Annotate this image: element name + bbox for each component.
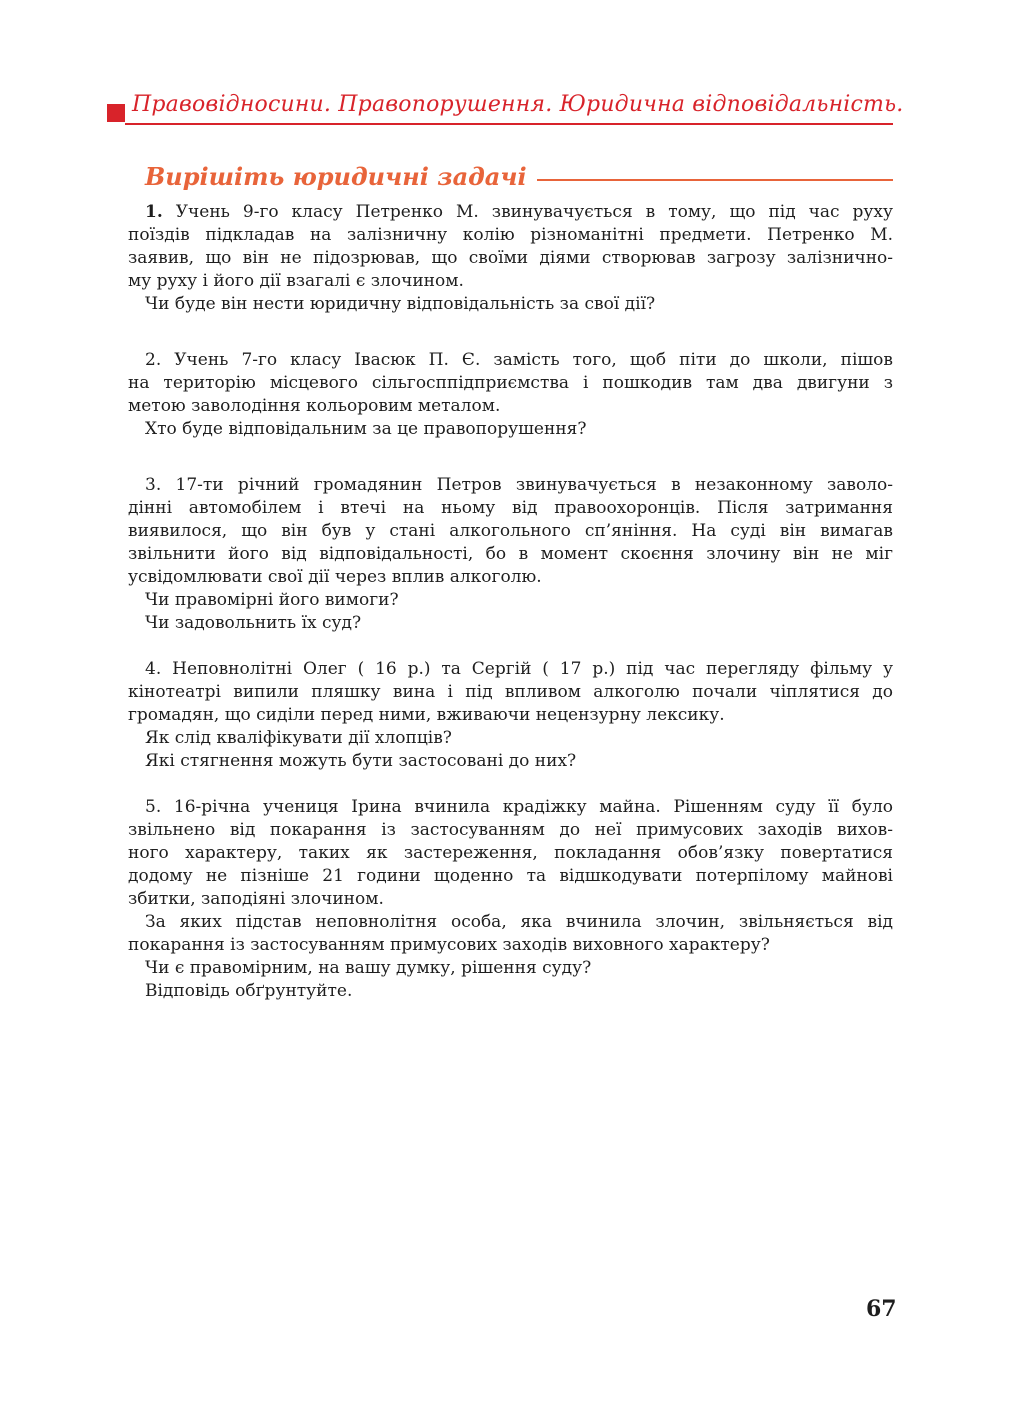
task-text: 17-ти річний громадянин Петров звинувачується в незаконному заволо-	[175, 475, 893, 495]
task-question: Хто буде відповідальним за це правопорушення?	[145, 419, 587, 439]
task-line: виявилося, що він був у стані алкогольного сп’яніння. На суді він вимагав	[128, 521, 893, 541]
task-question: Чи буде він нести юридичну відповідальність за свої дії?	[145, 294, 656, 314]
task-line: усвідомлювати свої дії через вплив алкоголю.	[128, 567, 542, 587]
task-line	[128, 201, 893, 224]
task-5	[128, 796, 893, 1003]
task-line: дінні автомобілем і втечі на ньому від правоохоронців. Після затримання	[128, 498, 893, 518]
task-line: звільнити його від відповідальності, бо в момент скоєння злочину він не міг	[128, 544, 893, 564]
task-line: заявив, що він не підозрював, що своїми діями створював загрозу залізнично-	[128, 248, 893, 268]
task-3	[128, 474, 893, 635]
section-title: Вирішіть юридичні задачі	[145, 162, 527, 191]
task-number: 1.	[145, 202, 163, 222]
section-heading	[145, 162, 893, 198]
task-line: звільнено від покарання із застосуванням до неї примусових заходів вихов-	[128, 820, 893, 840]
task-line: поїздів підкладав на залізничну колію різноманітні предмети. Петренко М.	[128, 225, 893, 245]
task-question: За яких підстав неповнолітня особа, яка вчинила злочин, звільняється від	[145, 912, 893, 932]
task-text: Учень 9-го класу Петренко М. звинувачується в тому, що під час руху	[175, 202, 893, 222]
task-line: громадян, що сиділи перед ними, вживаючи нецензурну лексику.	[128, 705, 725, 725]
header-marker-square	[107, 104, 125, 122]
task-2	[128, 349, 893, 441]
task-question: Як слід кваліфікувати дії хлопців?	[145, 728, 452, 748]
task-text: Учень 7-го класу Івасюк П. Є. замість того, щоб піти до школи, пішов	[174, 350, 893, 370]
task-line: му руху і його дії взагалі є злочином.	[128, 271, 464, 291]
task-question: Які стягнення можуть бути застосовані до них?	[145, 751, 577, 771]
running-header	[107, 92, 904, 124]
page-number: 67	[866, 1296, 897, 1322]
task-number: 3.	[145, 475, 162, 495]
task-text: 16-річна учениця Ірина вчинила крадіжку майна. Рішенням суду її було	[173, 797, 893, 817]
task-line: додому не пізніше 21 години щоденно та відшкодувати потерпілому майнові	[128, 866, 893, 886]
task-line: збитки, заподіяні злочином.	[128, 889, 384, 909]
task-question: Чи задовольнить їх суд?	[145, 613, 362, 633]
task-line: метою заволодіння кольоровим металом.	[128, 396, 501, 416]
tasks-list	[128, 201, 893, 1003]
task-question: покарання із застосуванням примусових заходів виховного характеру?	[128, 935, 770, 955]
task-1	[128, 201, 893, 316]
task-line	[128, 796, 893, 819]
section-rule	[537, 179, 893, 181]
task-line	[128, 349, 893, 372]
task-line	[128, 474, 893, 497]
task-line: на територію місцевого сільгосппідприємства і пошкодив там два двигуни з	[128, 373, 893, 393]
header-rule	[125, 123, 893, 125]
task-4	[128, 658, 893, 773]
task-number: 5.	[145, 797, 162, 817]
task-text: Неповнолітні Олег ( 16 р.) та Сергій ( 17 р.) під час перегляду фільму у	[172, 659, 893, 679]
task-question: Чи правомірні його вимоги?	[145, 590, 399, 610]
task-line	[128, 658, 893, 681]
task-number: 2.	[145, 350, 162, 370]
task-line: кінотеатрі випили пляшку вина і під впливом алкоголю почали чіплятися до	[128, 682, 893, 702]
task-question: Чи є правомірним, на вашу думку, рішення суду?	[145, 958, 592, 978]
header-title: Правовідносини. Правопорушення. Юридична відповідальність.	[132, 92, 904, 117]
task-line: ного характеру, таких як застереження, покладання обов’язку повертатися	[128, 843, 893, 863]
task-question: Відповідь обґрунтуйте.	[145, 981, 353, 1001]
task-number: 4.	[145, 659, 162, 679]
